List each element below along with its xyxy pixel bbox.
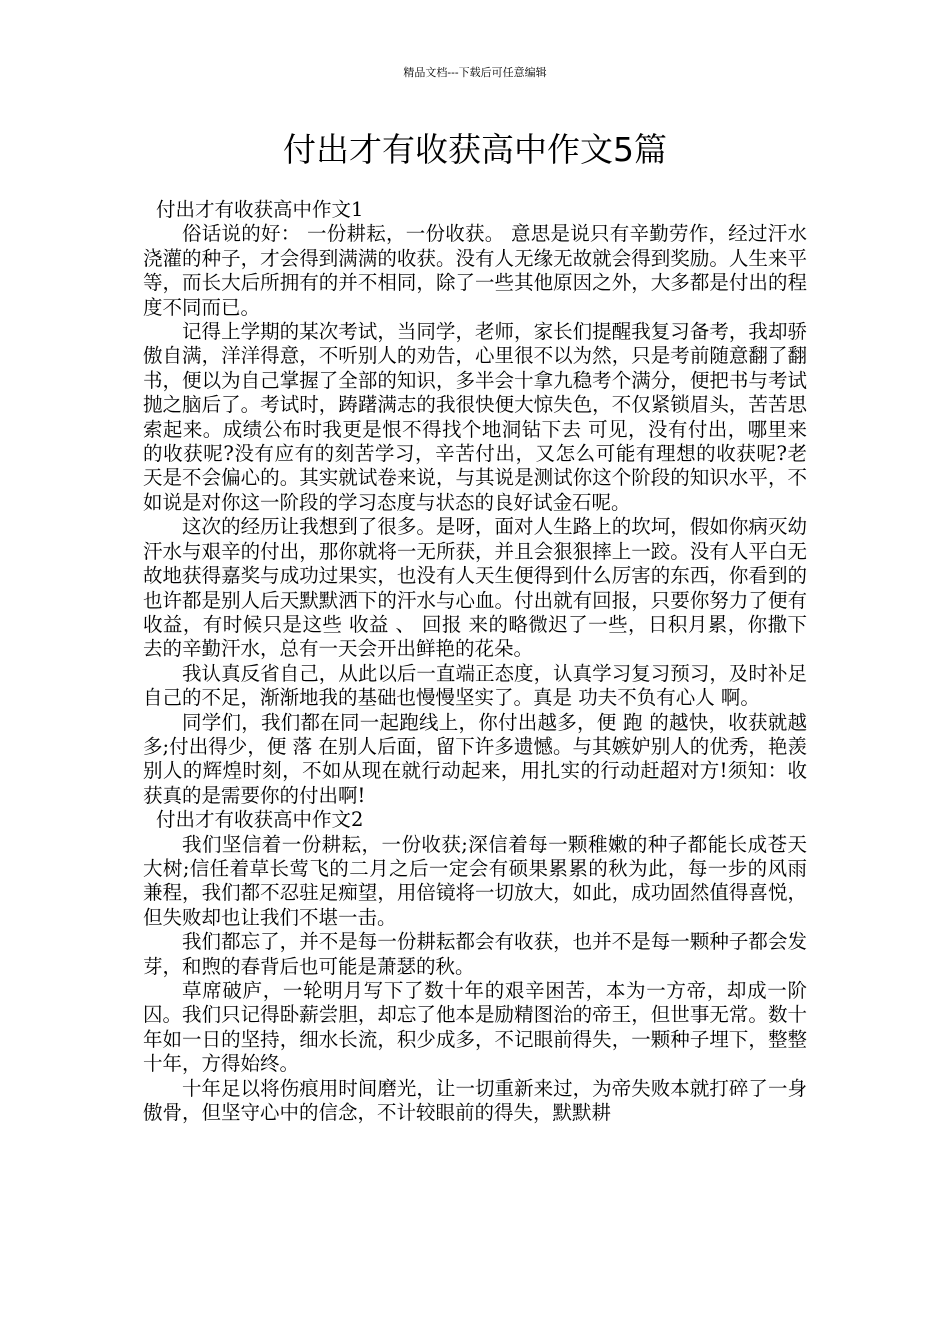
- paragraph: 俗话说的好： 一份耕耘，一份收获。 意思是说只有辛勤劳作，经过汗水浇灌的种子，才会得到满满的收获。没有人无缘无故就会得到奖励。人生来平等，而长大后所拥有的并不相同，除了一些其他原因之外，大多都是付出的程度不同而已。: [143, 222, 807, 319]
- document-title: 付出才有收获高中作文5篇: [283, 130, 667, 169]
- paragraph: 同学们，我们都在同一起跑线上，你付出越多，便 跑 的越快，收获就越多;付出得少，便 落 在别人后面，留下许多遗憾。与其嫉妒别人的优秀，艳羡别人的辉煌时刻，不如从现在就行动起来，用扎实的行动赶超对方!须知：收获真的是需要你的付出啊!: [143, 710, 807, 807]
- section-heading-1: 付出才有收获高中作文1: [156, 198, 364, 221]
- paragraph: 十年足以将伤痕用时间磨光，让一切重新来过，为帝失败本就打碎了一身傲骨，但坚守心中的信念，不计较眼前的得失，默默耕: [143, 1076, 807, 1125]
- section-heading-2: 付出才有收获高中作文2: [156, 808, 364, 832]
- paragraph: 我们坚信着一份耕耘，一份收获;深信着每一颗稚嫩的种子都能长成苍天大树;信任着草长莺飞的二月之后一定会有硕果累累的秋为此，每一步的风雨兼程，我们都不忍驻足痴望，用倍镜将一切放大，如此，成功固然值得喜悦，但失败却也让我们不堪一击。: [143, 832, 807, 929]
- paragraph: 我们都忘了，并不是每一份耕耘都会有收获，也并不是每一颗种子都会发芽，和煦的春背后也可能是萧瑟的秋。: [143, 930, 807, 978]
- paragraph: 草席破庐，一轮明月写下了数十年的艰辛困苦，本为一方帝，却成一阶囚。我们只记得卧薪尝胆，却忘了他本是励精图治的帝王，但世事无常。数十年如一日的坚持，细水长流，积少成多，不记眼前得失，一颗种子埋下，整整十年，方得始终。: [143, 979, 807, 1076]
- paragraph: 这次的经历让我想到了很多。是呀，面对人生路上的坎坷，假如你病灭幼汗水与艰辛的付出，那你就将一无所获，并且会狠狠摔上一跤。没有人平白无故地获得嘉奖与成功过果实，也没有人天生便得到什么厉害的东西，你看到的也许都是别人后天默默洒下的汗水与心血。付出就有回报，只要你努力了便有收益，有时候只是这些 收益 、 回报 来的略微迟了一些，日积月累，你撒下去的辛勤汗水，总有一天会开出鲜艳的花朵。: [143, 515, 807, 661]
- document-body: [143, 198, 807, 1125]
- paragraph: 我认真反省自己，从此以后一直端正态度，认真学习复习预习，及时补足自己的不足，渐渐地我的基础也慢慢坚实了。真是 功夫不负有心人 啊。: [143, 661, 807, 710]
- paragraph: 记得上学期的某次考试，当同学，老师，家长们提醒我复习备考，我却骄傲自满，洋洋得意，不听别人的劝告，心里很不以为然，只是考前随意翻了翻书，便以为自己掌握了全部的知识，多半会十拿九稳考个满分，便把书与考试抛之脑后了。考试时，踌躇满志的我很快便大惊失色，不仅紧锁眉头，苦苦思索起来。成绩公布时我更是恨不得找个地洞钻下去 可见，没有付出，哪里来的收获呢?没有应有的刻苦学习，辛苦付出，又怎么可能有理想的收获呢?老天是不会偏心的。其实就试卷来说，与其说是测试你这个阶段的知识水平，不如说是对你这一阶段的学习态度与状态的良好试金石呢。: [143, 320, 807, 514]
- page-header-note: 精品文档---下载后可任意编辑: [403, 66, 547, 79]
